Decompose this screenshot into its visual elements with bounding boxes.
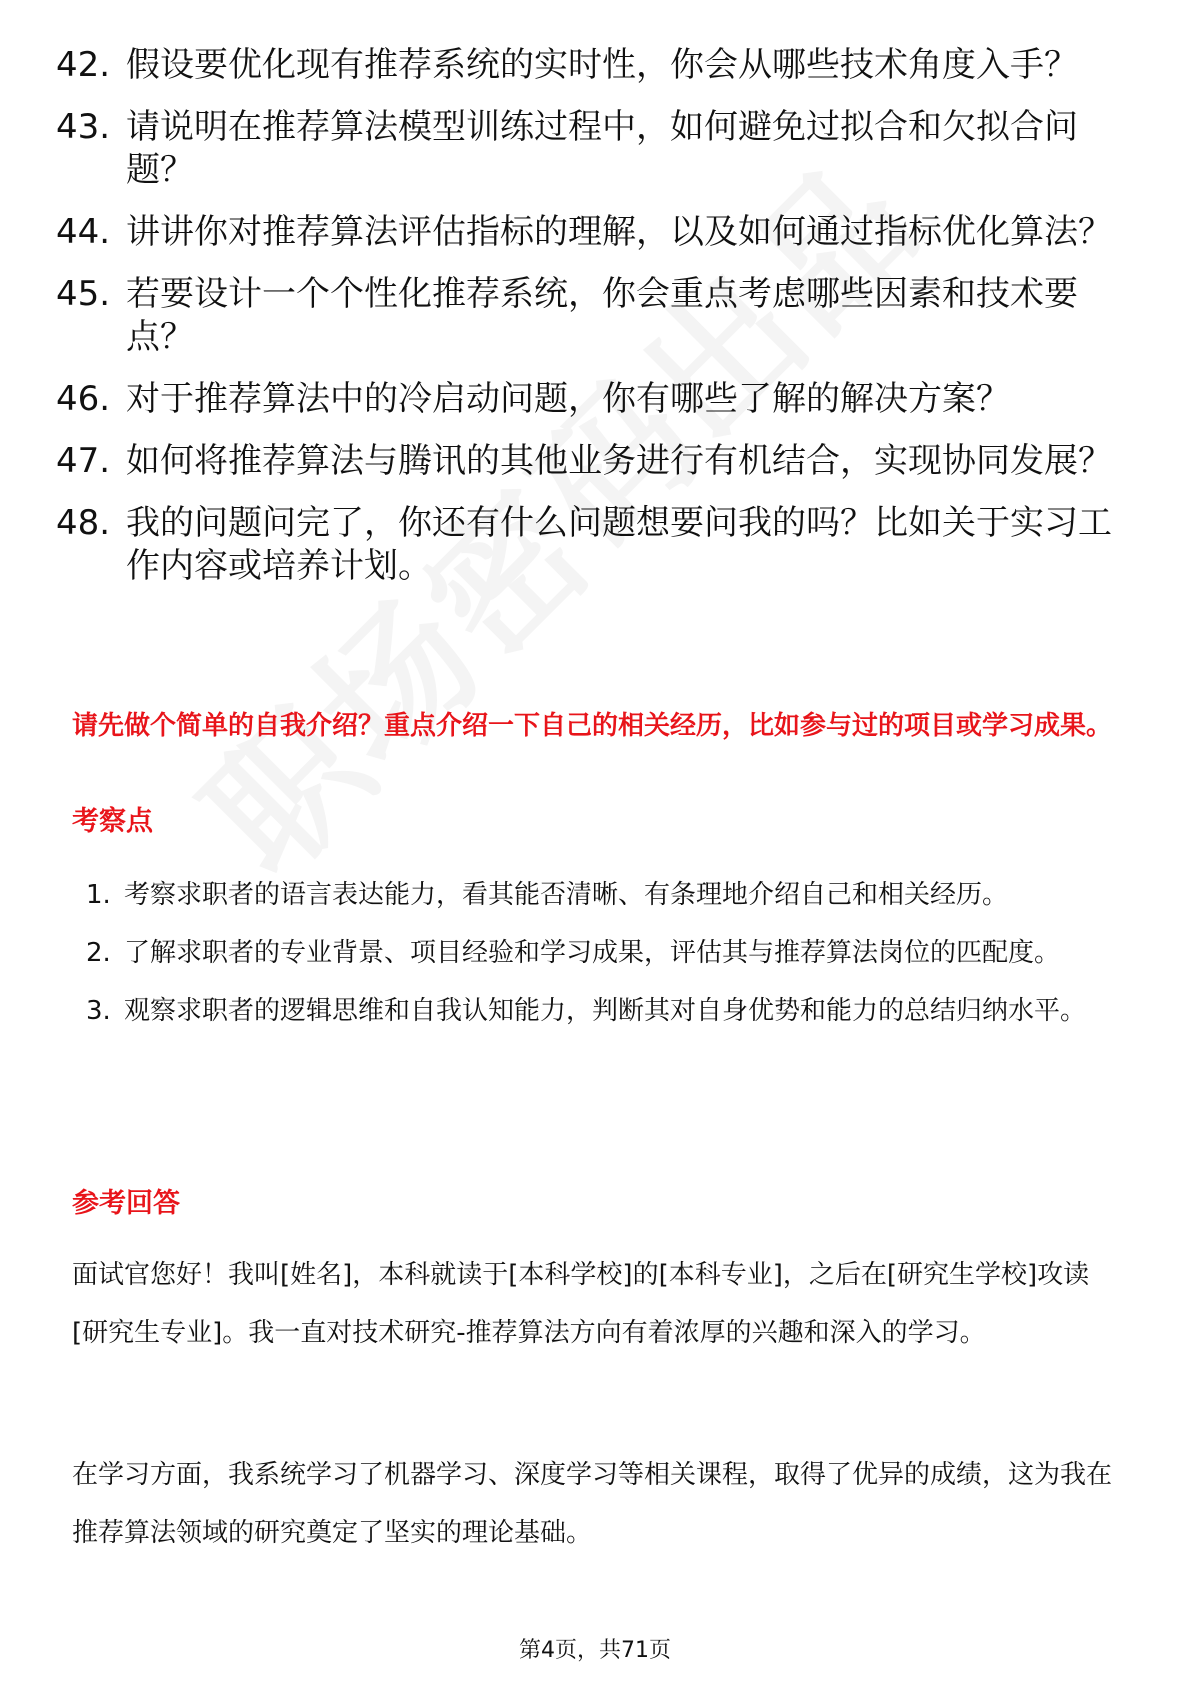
question-list bbox=[56, 44, 1116, 607]
point-text: 了解求职者的专业背景、项目经验和学习成果，评估其与推荐算法岗位的匹配度。 bbox=[124, 938, 1061, 968]
question-number: 48. bbox=[56, 503, 111, 543]
question-text: 如何将推荐算法与腾讯的其他业务进行有机结合，实现协同发展？ bbox=[126, 441, 1112, 481]
point-text: 考察求职者的语言表达能力，看其能否清晰、有条理地介绍自己和相关经历。 bbox=[124, 880, 1009, 910]
section-title-answer: 参考回答 bbox=[72, 1188, 180, 1219]
question-number: 46. bbox=[56, 379, 111, 419]
question-item bbox=[56, 273, 1116, 359]
question-number: 42. bbox=[56, 45, 111, 85]
question-item bbox=[56, 502, 1116, 588]
point-text: 观察求职者的逻辑思维和自我认知能力，判断其对自身优势和能力的总结归纳水平。 bbox=[124, 996, 1087, 1026]
question-item bbox=[56, 440, 1116, 483]
question-text: 对于推荐算法中的冷启动问题，你有哪些了解的解决方案？ bbox=[126, 379, 1010, 419]
examine-point bbox=[84, 982, 1124, 1040]
question-text: 假设要优化现有推荐系统的实时性，你会从哪些技术角度入手？ bbox=[126, 45, 1078, 85]
question-item bbox=[56, 378, 1116, 421]
question-text: 讲讲你对推荐算法评估指标的理解，以及如何通过指标优化算法？ bbox=[126, 212, 1112, 252]
examine-point-list bbox=[84, 866, 1124, 1040]
question-number: 44. bbox=[56, 212, 111, 252]
answer-paragraph: 在学习方面，我系统学习了机器学习、深度学习等相关课程，取得了优异的成绩，这为我在推荐算法领域的研究奠定了坚实的理论基础。 bbox=[72, 1460, 1113, 1548]
question-number: 43. bbox=[56, 107, 111, 147]
question-text: 若要设计一个个性化推荐系统，你会重点考虑哪些因素和技术要点？ bbox=[126, 274, 1078, 357]
question-number: 47. bbox=[56, 441, 111, 481]
examine-point bbox=[84, 924, 1124, 982]
point-number: 2. bbox=[86, 938, 111, 968]
section-title-examine: 考察点 bbox=[72, 806, 153, 837]
question-heading: 请先做个简单的自我介绍？重点介绍一下自己的相关经历，比如参与过的项目或学习成果。 bbox=[72, 711, 1113, 741]
point-number: 3. bbox=[86, 996, 111, 1026]
point-number: 1. bbox=[86, 880, 111, 910]
question-text: 我的问题问完了，你还有什么问题想要问我的吗？比如关于实习工作内容或培养计划。 bbox=[126, 503, 1112, 586]
question-item bbox=[56, 44, 1116, 87]
page-footer: 第4页，共71页 bbox=[519, 1638, 671, 1663]
examine-point bbox=[84, 866, 1124, 924]
question-text: 请说明在推荐算法模型训练过程中，如何避免过拟合和欠拟合问题？ bbox=[126, 107, 1078, 190]
question-number: 45. bbox=[56, 274, 111, 314]
answer-paragraph: 面试官您好！我叫[姓名]，本科就读于[本科学校]的[本科专业]，之后在[研究生学校]攻读[研究生专业]。我一直对技术研究-推荐算法方向有着浓厚的兴趣和深入的学习。 bbox=[72, 1260, 1090, 1348]
question-item bbox=[56, 106, 1116, 192]
question-item bbox=[56, 211, 1116, 254]
